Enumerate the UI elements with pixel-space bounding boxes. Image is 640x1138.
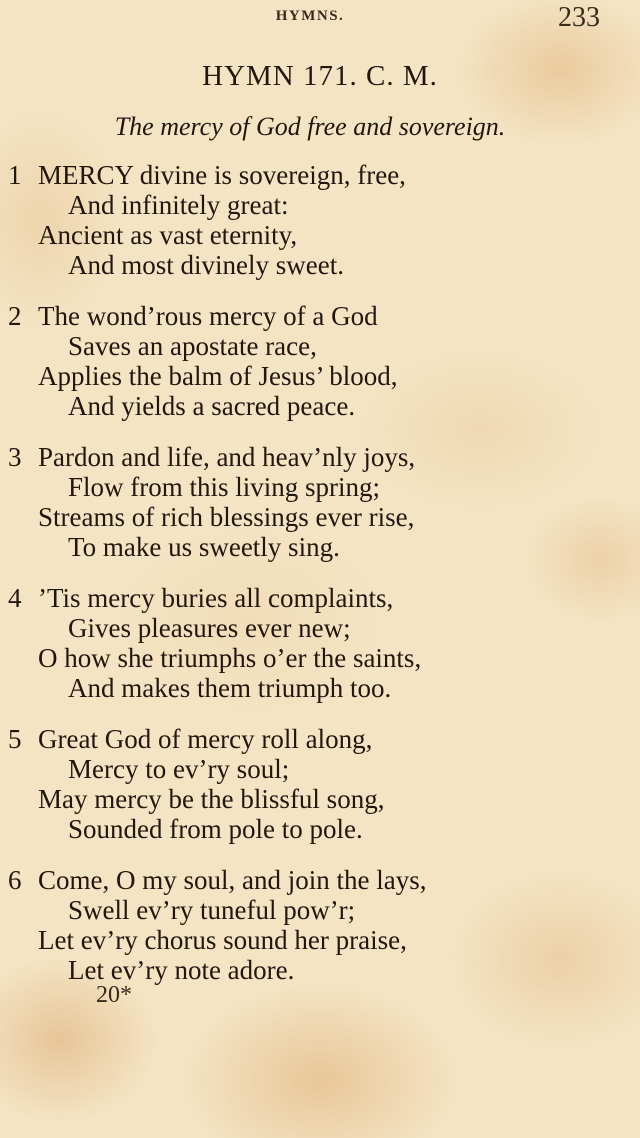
verse-line: The wond’rous mercy of a God [38, 301, 378, 331]
verse-line: May mercy be the blissful song, [38, 784, 385, 814]
stanza-number: 6 [8, 865, 22, 895]
hymn-title: HYMN 171. C. M. [202, 60, 438, 92]
verse-line: ’Tis mercy buries all complaints, [38, 583, 394, 613]
verse-line: Let ev’ry note adore. [68, 955, 295, 985]
verse-line: Come, O my soul, and join the lays, [38, 865, 427, 895]
stanza-number: 4 [8, 583, 22, 613]
page-number: 233 [558, 2, 600, 33]
stanza-number: 1 [8, 160, 22, 190]
stanza-number: 5 [8, 724, 22, 754]
verse-line: O how she triumphs o’er the saints, [38, 643, 422, 673]
verse-line: Streams of rich blessings ever rise, [38, 502, 415, 532]
verse-line: And makes them triumph too. [68, 673, 392, 703]
verse-line: Sounded from pole to pole. [68, 814, 363, 844]
verse-line: To make us sweetly sing. [68, 532, 340, 562]
stanza-5 [8, 724, 628, 865]
signature-mark: 20* [96, 982, 132, 1008]
verse-line: Saves an apostate race, [68, 331, 317, 361]
hymn-subtitle: The mercy of God free and sovereign. [114, 112, 506, 141]
verse-line: And most divinely sweet. [68, 250, 344, 280]
verse-line: And yields a sacred peace. [68, 391, 356, 421]
verse-line: And infinitely great: [68, 190, 289, 220]
verse-line: Flow from this living spring; [68, 472, 381, 502]
verse-line: Swell ev’ry tuneful pow’r; [68, 895, 356, 925]
stanza-number: 3 [8, 442, 22, 472]
verse-line: Applies the balm of Jesus’ blood, [38, 361, 398, 391]
verse-line: Pardon and life, and heav’nly joys, [38, 442, 416, 472]
verse-line: Let ev’ry chorus sound her praise, [38, 925, 407, 955]
stanza-2 [8, 301, 628, 442]
verse-line: Great God of mercy roll along, [38, 724, 373, 754]
stanza-4 [8, 583, 628, 724]
stanza-number: 2 [8, 301, 22, 331]
stanza-list [8, 160, 628, 1006]
verse-line: Gives pleasures ever new; [68, 613, 351, 643]
verse-line: Ancient as vast eternity, [38, 220, 298, 250]
running-head: HYMNS. [275, 8, 345, 24]
verse-line: MERCY divine is sovereign, free, [38, 160, 406, 190]
stanza-1 [8, 160, 628, 301]
stanza-3 [8, 442, 628, 583]
verse-line: Mercy to ev’ry soul; [68, 754, 290, 784]
